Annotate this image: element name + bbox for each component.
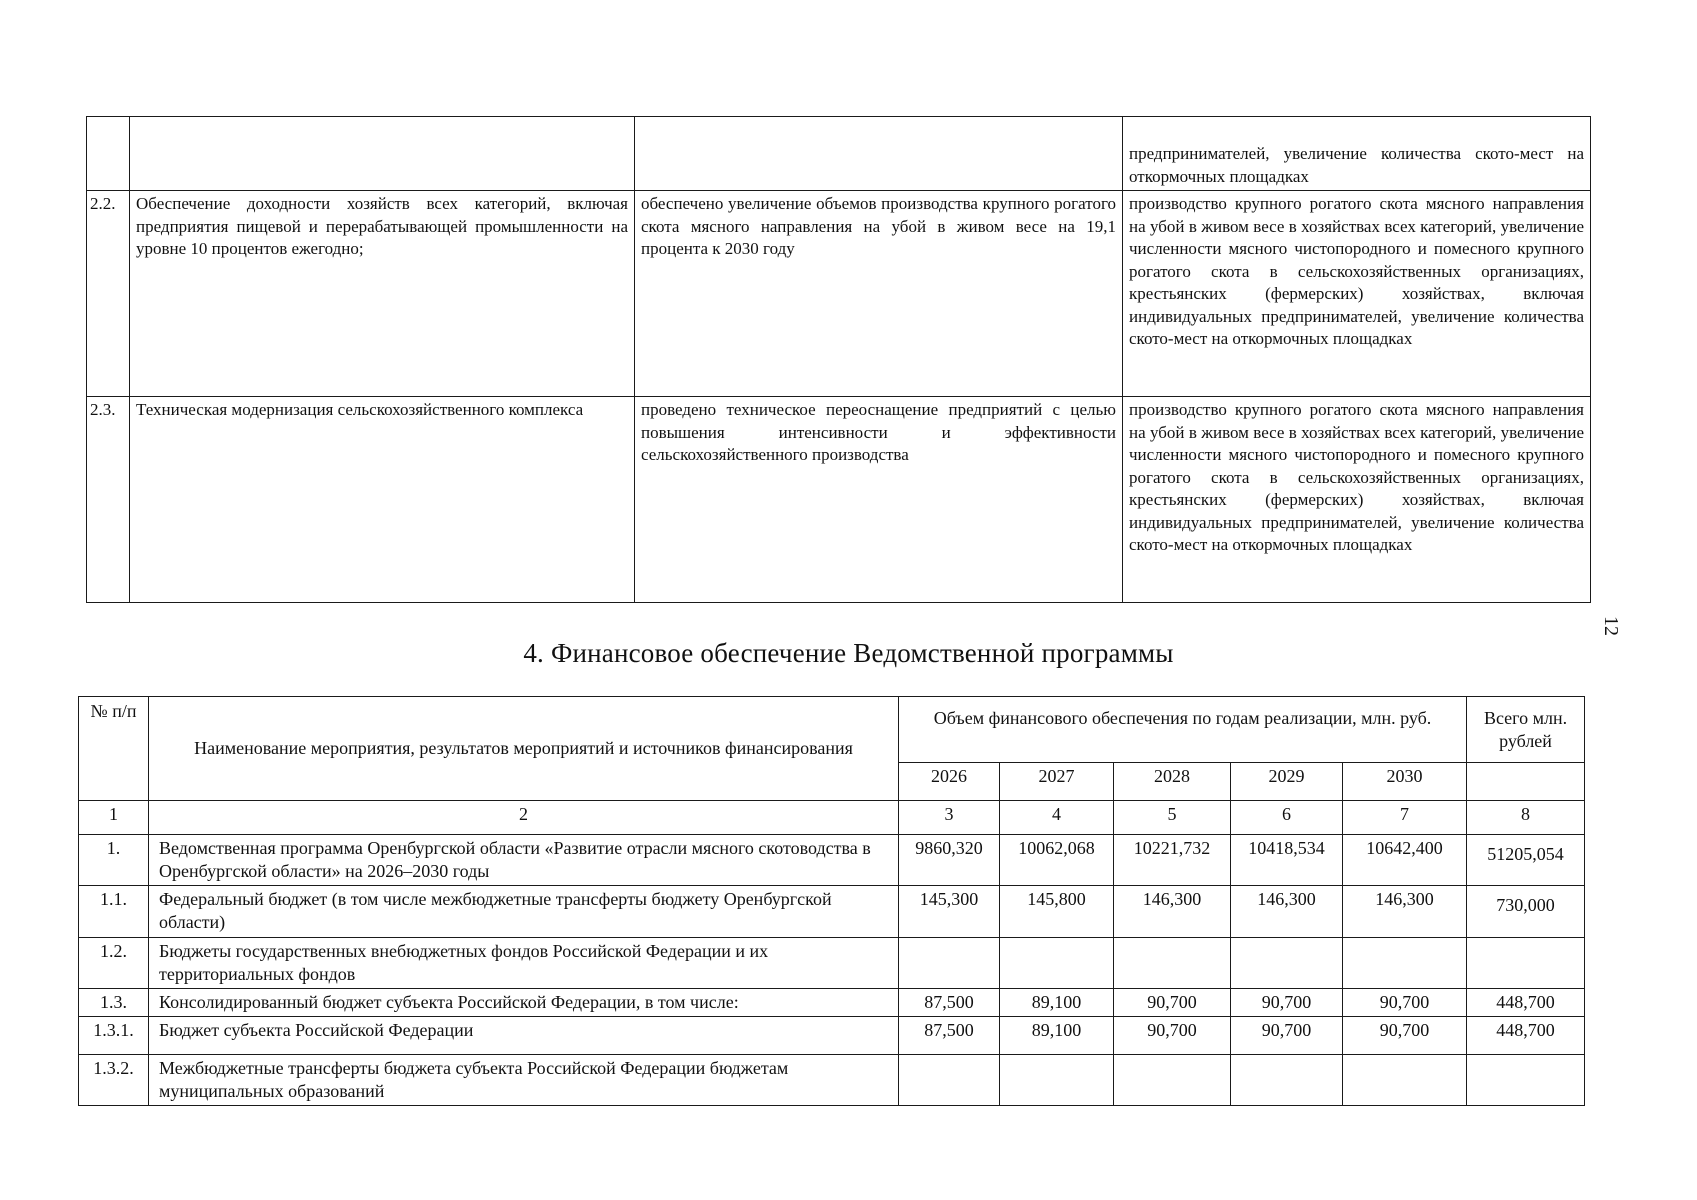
row-number: 1.3.2. (79, 1055, 149, 1106)
task-cell: Обеспечение доходности хозяйств всех категорий, включая предприятия пищевой и перерабатывающей промышленности на уровне 10 процентов ежегодно; (130, 191, 635, 397)
indicator-cell: предпринимателей, увеличение количества ското-мест на откормочных площадках (1123, 117, 1591, 191)
col-number: 3 (899, 801, 1000, 835)
year-header: 2029 (1231, 763, 1343, 801)
row-number: 1.2. (79, 938, 149, 989)
row-number: 1.1. (79, 886, 149, 938)
table-row (79, 835, 1585, 886)
value-cell (1231, 1055, 1343, 1106)
value-cell (899, 938, 1000, 989)
row-number: 1.3. (79, 989, 149, 1017)
header-row (79, 697, 1585, 763)
task-cell (130, 117, 635, 191)
table-row (79, 989, 1585, 1017)
value-cell (1114, 938, 1231, 989)
value-cell: 90,700 (1114, 1017, 1231, 1055)
total-header: Всего млн. рублей (1467, 697, 1585, 763)
year-header: 2026 (899, 763, 1000, 801)
year-header: 2030 (1343, 763, 1467, 801)
col-number: 5 (1114, 801, 1231, 835)
value-cell (1231, 938, 1343, 989)
value-cell: 146,300 (1343, 886, 1467, 938)
row-number: 1. (79, 835, 149, 886)
name-header: Наименование мероприятия, результатов мероприятий и источников финансирования (149, 697, 899, 801)
value-cell: 146,300 (1114, 886, 1231, 938)
col-number: 6 (1231, 801, 1343, 835)
value-cell: 146,300 (1231, 886, 1343, 938)
value-cell: 90,700 (1343, 989, 1467, 1017)
col-number: 4 (1000, 801, 1114, 835)
row-name: Консолидированный бюджет субъекта Российской Федерации, в том числе: (149, 989, 899, 1017)
value-cell: 90,700 (1231, 1017, 1343, 1055)
result-cell (635, 117, 1123, 191)
value-cell: 10418,534 (1231, 835, 1343, 886)
task-cell: Техническая модернизация сельскохозяйственного комплекса (130, 397, 635, 603)
page-number: 12 (1600, 616, 1622, 636)
value-cell: 9860,320 (899, 835, 1000, 886)
finance-table (78, 696, 1585, 1106)
row-name: Ведомственная программа Оренбургской области «Развитие отрасли мясного скотоводства в Оренбургской области» на 2026–2030 годы (149, 835, 899, 886)
table-row (79, 938, 1585, 989)
year-header: 2028 (1114, 763, 1231, 801)
total-cell: 448,700 (1467, 1017, 1585, 1055)
row-number: 2.2. (87, 191, 130, 397)
row-name: Бюджеты государственных внебюджетных фондов Российской Федерации и их территориальных фондов (149, 938, 899, 989)
column-numbers-row (79, 801, 1585, 835)
value-cell (1000, 938, 1114, 989)
empty-cell (1467, 763, 1585, 801)
indicator-cell: производство крупного рогатого скота мясного направления на убой в живом весе в хозяйствах всех категорий, увеличение численности мясного чистопородного и помесного крупного рогатого скота в сельскохозяйственных организациях, крестьянских (фермерских) хозяйствах, включая индивидуальных предпринимателей, увеличение количества ското-мест на откормочных площадках (1123, 397, 1591, 603)
total-cell: 448,700 (1467, 989, 1585, 1017)
value-cell: 87,500 (899, 1017, 1000, 1055)
value-cell: 89,100 (1000, 1017, 1114, 1055)
results-table (86, 116, 1591, 603)
value-cell (1343, 1055, 1467, 1106)
section-title: 4. Финансовое обеспечение Ведомственной программы (523, 638, 1174, 668)
value-cell: 90,700 (1343, 1017, 1467, 1055)
row-number: 1.3.1. (79, 1017, 149, 1055)
value-cell: 89,100 (1000, 989, 1114, 1017)
value-cell: 145,300 (899, 886, 1000, 938)
row-number (87, 117, 130, 191)
value-cell (1114, 1055, 1231, 1106)
row-name: Бюджет субъекта Российской Федерации (149, 1017, 899, 1055)
value-cell (1343, 938, 1467, 989)
row-name: Межбюджетные трансферты бюджета субъекта Российской Федерации бюджетам муниципальных образований (149, 1055, 899, 1106)
col-number: 8 (1467, 801, 1585, 835)
total-cell: 730,000 (1467, 886, 1585, 938)
num-header: № п/п (79, 697, 149, 801)
col-number: 1 (79, 801, 149, 835)
total-cell (1467, 1055, 1585, 1106)
row-number: 2.3. (87, 397, 130, 603)
value-cell: 90,700 (1114, 989, 1231, 1017)
table-row (87, 397, 1591, 603)
value-cell (1000, 1055, 1114, 1106)
value-cell: 10642,400 (1343, 835, 1467, 886)
col-number: 7 (1343, 801, 1467, 835)
table-row (79, 1017, 1585, 1055)
result-cell: обеспечено увеличение объемов производства крупного рогатого скота мясного направления на убой в живом весе на 19,1 процента к 2030 году (635, 191, 1123, 397)
total-cell: 51205,054 (1467, 835, 1585, 886)
result-cell: проведено техническое переоснащение предприятий с целью повышения интенсивности и эффективности сельскохозяйственного производства (635, 397, 1123, 603)
table-row (79, 1055, 1585, 1106)
value-cell: 10062,068 (1000, 835, 1114, 886)
table-row (87, 191, 1591, 397)
value-cell: 90,700 (1231, 989, 1343, 1017)
value-cell: 145,800 (1000, 886, 1114, 938)
table-row (87, 117, 1591, 191)
value-cell: 10221,732 (1114, 835, 1231, 886)
row-name: Федеральный бюджет (в том числе межбюджетные трансферты бюджету Оренбургской области) (149, 886, 899, 938)
year-header: 2027 (1000, 763, 1114, 801)
volume-header: Объем финансового обеспечения по годам реализации, млн. руб. (899, 697, 1467, 763)
value-cell (899, 1055, 1000, 1106)
total-cell (1467, 938, 1585, 989)
table-row (79, 886, 1585, 938)
value-cell: 87,500 (899, 989, 1000, 1017)
indicator-cell: производство крупного рогатого скота мясного направления на убой в живом весе в хозяйствах всех категорий, увеличение численности мясного чистопородного и помесного крупного рогатого скота в сельскохозяйственных организациях, крестьянских (фермерских) хозяйствах, включая индивидуальных предпринимателей, увеличение количества ското-мест на откормочных площадках (1123, 191, 1591, 397)
col-number: 2 (149, 801, 899, 835)
